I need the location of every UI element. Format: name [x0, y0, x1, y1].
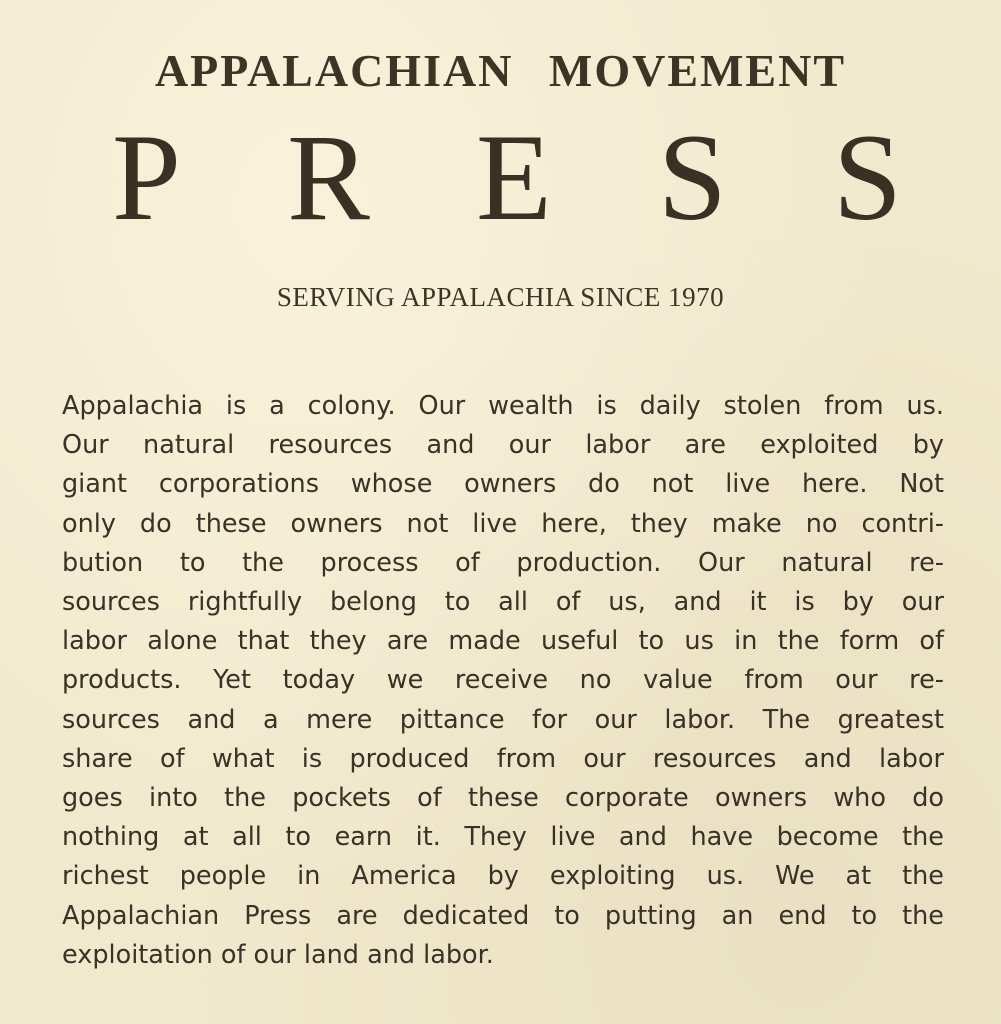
press-heading	[112, 109, 902, 246]
press-letter-r: R	[287, 109, 370, 246]
text-line: Appalachian Press are dedicated to putting an end to the	[62, 900, 944, 931]
press-letter-e: E	[476, 109, 552, 246]
text-line: sources rightfully belong to all of us, and it is by our	[62, 587, 944, 618]
text-line: only do these owners not live here, they make no contri-	[62, 508, 944, 539]
text-line: sources and a mere pittance for our labor. The greatest	[62, 704, 944, 735]
organization-name: APPALACHIAN MOVEMENT	[154, 45, 847, 96]
text-line: Appalachia is a colony. Our wealth is daily stolen from us.	[62, 391, 944, 421]
text-line: goes into the pockets of these corporate owners who do	[62, 783, 944, 814]
press-letter-p: P	[112, 109, 181, 246]
press-letter-s1: S	[657, 109, 727, 246]
text-line: products. Yet today we receive no value from our re-	[62, 665, 944, 696]
text-line: nothing at all to earn it. They live and have become the	[62, 822, 944, 853]
text-line: labor alone that they are made useful to us in the form of	[62, 626, 944, 657]
text-line: richest people in America by exploiting us. We at the	[62, 861, 944, 892]
tagline: SERVING APPALACHIA SINCE 1970	[276, 282, 725, 312]
text-line: Our natural resources and our labor are exploited by	[62, 430, 944, 461]
text-line: exploitation of our land and labor.	[62, 939, 494, 970]
text-line: giant corporations whose owners do not live here. Not	[62, 469, 944, 500]
text-line: bution to the process of production. Our natural re-	[62, 547, 944, 578]
press-letter-s2: S	[833, 109, 902, 246]
text-line: share of what is produced from our resources and labor	[62, 743, 944, 774]
mission-statement	[62, 387, 944, 975]
